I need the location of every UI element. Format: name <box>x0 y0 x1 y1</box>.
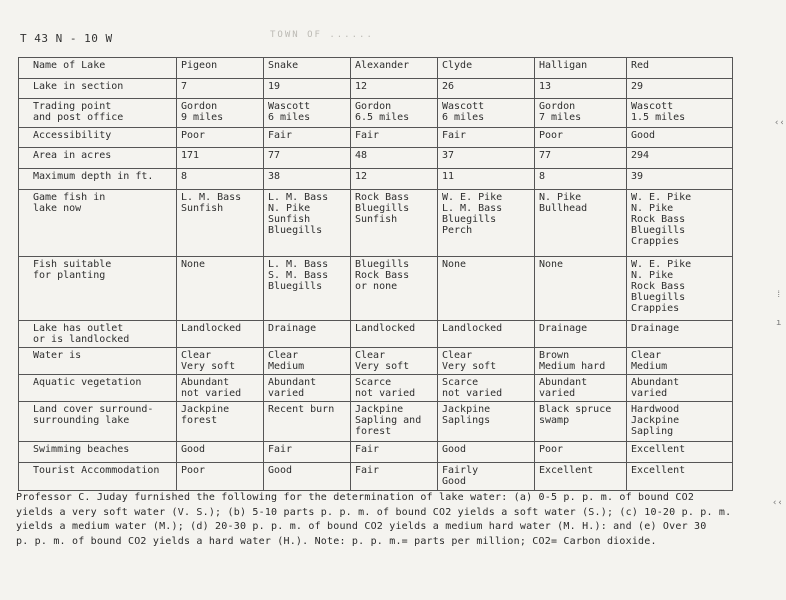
table-row <box>19 190 733 257</box>
margin-mark: ‹‹ <box>774 118 785 128</box>
lake-value-cell: Fair <box>351 442 438 463</box>
row-label-cell: Swimming beaches <box>19 442 177 463</box>
lake-value-cell: Drainage <box>535 321 627 348</box>
lake-value-cell: Good <box>627 128 733 148</box>
table-row <box>19 321 733 348</box>
footnote-line: p. p. m. of bound CO2 yields a hard water (H.). Note: p. p. m.= parts per million; CO2= Carbon dioxide. <box>16 535 657 547</box>
lake-value-cell: 11 <box>438 169 535 190</box>
lake-value-cell: L. M. Bass N. Pike Sunfish Bluegills <box>264 190 351 257</box>
lake-value-cell: Alexander <box>351 58 438 79</box>
lake-value-cell: 8 <box>177 169 264 190</box>
lake-value-cell: W. E. Pike L. M. Bass Bluegills Perch <box>438 190 535 257</box>
lake-value-cell: 77 <box>535 148 627 169</box>
lake-value-cell: Snake <box>264 58 351 79</box>
lake-value-cell: Fair <box>351 128 438 148</box>
lake-value-cell: Good <box>438 442 535 463</box>
lake-value-cell: Jackpine Saplings <box>438 402 535 442</box>
lake-value-cell: Drainage <box>627 321 733 348</box>
row-label-cell: Tourist Accommodation <box>19 463 177 491</box>
lake-value-cell: Clear Medium <box>264 348 351 375</box>
margin-mark: ⁞ <box>776 290 782 300</box>
lake-value-cell: Clear Very soft <box>438 348 535 375</box>
lake-value-cell: Abundant varied <box>264 375 351 402</box>
lake-value-cell: 39 <box>627 169 733 190</box>
table-row <box>19 99 733 128</box>
lake-value-cell: Brown Medium hard <box>535 348 627 375</box>
table-row <box>19 442 733 463</box>
lake-value-cell: Abundant varied <box>535 375 627 402</box>
lake-value-cell: 13 <box>535 79 627 99</box>
table-row <box>19 463 733 491</box>
table-row <box>19 169 733 190</box>
lake-value-cell: Gordon 9 miles <box>177 99 264 128</box>
lake-value-cell: Scarce not varied <box>438 375 535 402</box>
row-label-cell: Lake in section <box>19 79 177 99</box>
faint-header-text: TOWN OF ...... <box>270 30 374 40</box>
lake-value-cell: Excellent <box>627 463 733 491</box>
lake-value-cell: Fair <box>264 128 351 148</box>
lake-value-cell: Fair <box>264 442 351 463</box>
table-row <box>19 257 733 321</box>
lake-value-cell: Jackpine Sapling and forest <box>351 402 438 442</box>
lake-value-cell: Landlocked <box>351 321 438 348</box>
lake-value-cell: 26 <box>438 79 535 99</box>
lake-value-cell: 19 <box>264 79 351 99</box>
lake-value-cell: Rock Bass Bluegills Sunfish <box>351 190 438 257</box>
lake-value-cell: L. M. Bass S. M. Bass Bluegills <box>264 257 351 321</box>
lake-value-cell: Halligan <box>535 58 627 79</box>
row-label-cell: Fish suitable for planting <box>19 257 177 321</box>
lake-value-cell: Fair <box>438 128 535 148</box>
table-row <box>19 128 733 148</box>
lake-value-cell: Pigeon <box>177 58 264 79</box>
lake-value-cell: N. Pike Bullhead <box>535 190 627 257</box>
water-hardness-footnote <box>16 491 761 549</box>
lake-value-cell: Clear Medium <box>627 348 733 375</box>
lake-value-cell: Landlocked <box>177 321 264 348</box>
lake-value-cell: Hardwood Jackpine Sapling <box>627 402 733 442</box>
table-row <box>19 402 733 442</box>
lake-value-cell: Black spruce swamp <box>535 402 627 442</box>
row-label-cell: Game fish in lake now <box>19 190 177 257</box>
lake-value-cell: Fairly Good <box>438 463 535 491</box>
lake-value-cell: Poor <box>535 128 627 148</box>
lake-value-cell: Scarce not varied <box>351 375 438 402</box>
lake-value-cell: 38 <box>264 169 351 190</box>
lake-value-cell: Excellent <box>535 463 627 491</box>
row-label-cell: Lake has outlet or is landlocked <box>19 321 177 348</box>
lake-value-cell: Clyde <box>438 58 535 79</box>
lake-value-cell: None <box>177 257 264 321</box>
lake-value-cell: 7 <box>177 79 264 99</box>
table-row <box>19 348 733 375</box>
lake-value-cell: 171 <box>177 148 264 169</box>
lake-value-cell: 48 <box>351 148 438 169</box>
table-row <box>19 375 733 402</box>
table-row <box>19 148 733 169</box>
lake-value-cell: Wascott 6 miles <box>264 99 351 128</box>
lake-value-cell: 77 <box>264 148 351 169</box>
lake-value-cell: Fair <box>351 463 438 491</box>
lake-value-cell: 294 <box>627 148 733 169</box>
lake-value-cell: Gordon 7 miles <box>535 99 627 128</box>
lake-value-cell: Poor <box>535 442 627 463</box>
lake-value-cell: Good <box>177 442 264 463</box>
lake-value-cell: 37 <box>438 148 535 169</box>
row-label-cell: Trading point and post office <box>19 99 177 128</box>
footnote-line: yields a medium water (M.); (d) 20-30 p. p. m. of bound CO2 yields a medium hard water (M. H.): and (e) Over 30 <box>16 521 707 532</box>
lake-value-cell: Wascott 1.5 miles <box>627 99 733 128</box>
lake-value-cell: None <box>535 257 627 321</box>
lake-value-cell: L. M. Bass Sunfish <box>177 190 264 257</box>
margin-mark: ‹‹ <box>772 498 783 508</box>
lake-value-cell: Excellent <box>627 442 733 463</box>
row-label-cell: Land cover surround- surrounding lake <box>19 402 177 442</box>
lake-value-cell: Recent burn <box>264 402 351 442</box>
township-header: T 43 N - 10 W <box>20 32 113 45</box>
lake-value-cell: Landlocked <box>438 321 535 348</box>
row-label-cell: Name of Lake <box>19 58 177 79</box>
lake-value-cell: Good <box>264 463 351 491</box>
lake-value-cell: W. E. Pike N. Pike Rock Bass Bluegills Crappies <box>627 190 733 257</box>
lake-value-cell: Abundant varied <box>627 375 733 402</box>
lake-value-cell: 12 <box>351 169 438 190</box>
row-label-cell: Aquatic vegetation <box>19 375 177 402</box>
lake-value-cell: Bluegills Rock Bass or none <box>351 257 438 321</box>
lake-value-cell: Clear Very soft <box>177 348 264 375</box>
lake-value-cell: Jackpine forest <box>177 402 264 442</box>
lake-value-cell: Gordon 6.5 miles <box>351 99 438 128</box>
lake-value-cell: Poor <box>177 463 264 491</box>
lake-value-cell: Wascott 6 miles <box>438 99 535 128</box>
lake-value-cell: W. E. Pike N. Pike Rock Bass Bluegills Crappies <box>627 257 733 321</box>
lake-survey-table <box>18 57 733 491</box>
table-row <box>19 58 733 79</box>
lake-value-cell: Poor <box>177 128 264 148</box>
lake-value-cell: 12 <box>351 79 438 99</box>
lake-value-cell: Clear Very soft <box>351 348 438 375</box>
row-label-cell: Maximum depth in ft. <box>19 169 177 190</box>
margin-mark: ı <box>776 318 782 328</box>
lake-value-cell: Abundant not varied <box>177 375 264 402</box>
footnote-line: Professor C. Juday furnished the following for the determination of lake water: (a) 0-5 p. p. m. of bound CO2 <box>16 492 695 503</box>
lake-value-cell: 29 <box>627 79 733 99</box>
row-label-cell: Accessibility <box>19 128 177 148</box>
row-label-cell: Area in acres <box>19 148 177 169</box>
lake-value-cell: None <box>438 257 535 321</box>
table-row <box>19 79 733 99</box>
footnote-line: yields a very soft water (V. S.); (b) 5-10 parts p. p. m. of bound CO2 yields a soft water (S.); (c) 10-20 p. p. m. <box>16 506 732 518</box>
lake-value-cell: Drainage <box>264 321 351 348</box>
row-label-cell: Water is <box>19 348 177 375</box>
lake-value-cell: 8 <box>535 169 627 190</box>
lake-value-cell: Red <box>627 58 733 79</box>
